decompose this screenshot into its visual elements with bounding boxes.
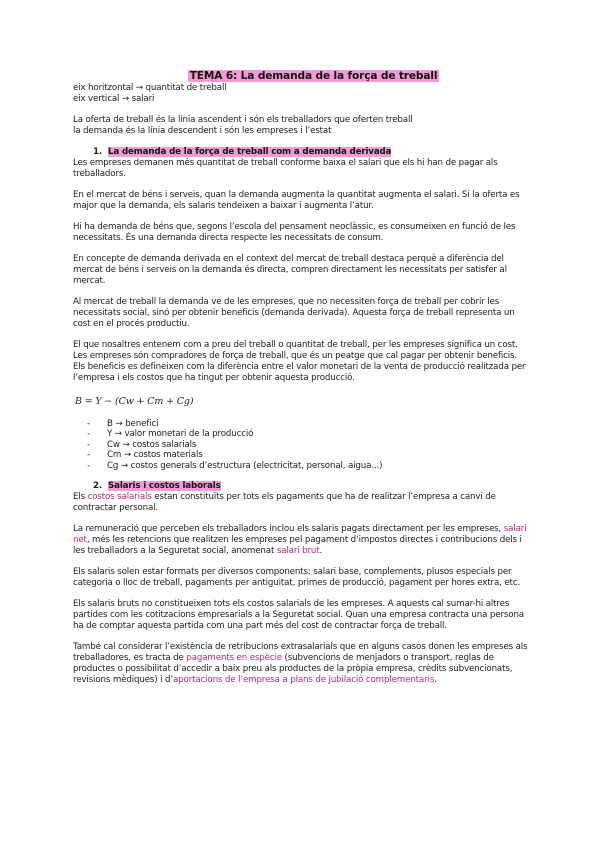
section-2-number: 2. — [93, 481, 103, 492]
formula-legend-list — [73, 419, 529, 471]
list-item: - Cm → costos materials — [87, 450, 203, 461]
section-2-heading — [73, 481, 529, 492]
term-aportacions-jubilacio: aportacions de l’empresa a plans de jubilació complementaris — [172, 675, 435, 686]
term-costos-salarials: costos salarials — [87, 492, 152, 503]
section-1-paragraph: Hi ha demanda de béns que, segons l’escola del pensament neoclàssic, es consumeixen en funció de les necessitats. És una demanda directa respecte les necessitats de consum. — [73, 222, 516, 243]
text-run: (subvencions de menjadors o transport, reglas de productes o possibilitat d’accedir a baix preu als productes de la pròpia empresa, crèdits subvencionats, revisions mèdiques) i d’ — [73, 653, 513, 686]
text-run: La remuneració que perceben els treballadors inclou els salaris pagats directament per les empreses, — [73, 524, 504, 535]
term-pagaments-en-especie: pagaments en espècie — [186, 653, 282, 664]
section-2-paragraph-costs — [73, 492, 529, 514]
section-1-heading — [73, 147, 529, 158]
term-salari-brut: salari brut — [276, 546, 320, 557]
list-item-text: Cm → costos materials — [107, 450, 203, 461]
axis-line-vertical: eix vertical → salari — [73, 94, 155, 104]
section-1-paragraph: Al mercat de treball la demanda ve de les empreses, que no necessiten força de treball per cobrir les necessitats social, sinó per obtenir beneficis (demanda derivada). Aquesta força de treball representa un cost en el procés productiu. — [73, 297, 515, 329]
section-2-paragraph-extra — [73, 642, 529, 686]
list-item: - B → benefici — [87, 419, 159, 429]
list-item-text: Cg → costos generals d’estructura (electricitat, personal, aigua...) — [107, 460, 383, 471]
list-item-text: Cw → costos salarials — [107, 439, 197, 450]
intro-line-demand: la demanda és la línia descendent i són les empreses i l’estat — [73, 126, 332, 136]
section-2-title: Salaris i costos laborals — [108, 481, 221, 492]
term-salari-net: salari net — [73, 524, 527, 546]
section-1-paragraph: En el mercat de béns i serveis, quan la demanda augmenta la quantitat augmenta el salari. Si la oferta es major que la demanda, els salaris tendeixen a baixar i augmenta l’atur. — [73, 190, 520, 211]
text-run: . — [434, 675, 437, 686]
axis-line-horizontal: eix horitzontal → quantitat de treball — [73, 83, 227, 93]
list-item-text: B → benefici — [107, 419, 159, 429]
section-2-paragraph-gross: Els salaris bruts no constitueixen tots els costos salarials de les empreses. A aquests cal sumar-hi altres partides com les cotitzacions empresarials a la Seguretat social. Quan una empresa contracta una persona ha de comptar aquesta partida com una part més del cost de contractar força de treball. — [73, 599, 524, 632]
section-1-paragraph: El que nosaltres entenem com a preu del treball o quantitat de treball, per les empreses significa un cost. Les empreses són compradores de força de treball, que és un peatge que cal pagar per obtenir beneficis. Els beneficis es defineixen com la diferència entre el valor monetari de la venta de producció realitzada per l’empresa i els costos que ha tingut per obtenir aquesta producció. — [73, 340, 526, 383]
section-1-number: 1. — [93, 147, 103, 157]
document-body — [73, 70, 529, 686]
page-title: TEMA 6: La demanda de la força de treball — [189, 70, 438, 82]
text-run: Els — [73, 492, 88, 503]
section-1-paragraph: Les empreses demanen més quantitat de treball conforme baixa el salari que els hi han de pagar als treballadors. — [73, 158, 498, 179]
text-run: estan constituïts per tots els pagaments que ha de realitzar l’empresa a canvi de contractar personal. — [73, 492, 496, 514]
list-item: - Cg → costos generals d’estructura (electricitat, personal, aigua...) — [87, 460, 383, 471]
text-run: . — [319, 546, 323, 557]
text-run: També cal considerar l’existència de retribucions extrasalarials que en alguns casos donen les empreses als treballadores, es tracta de — [73, 642, 528, 664]
section-1-paragraph: En concepte de demanda derivada en el context del mercat de treball destaca perquè a diferència del mercat de béns i serveis on la demanda és directa, compren directament les necessitats per satisfer al mercat. — [73, 254, 507, 286]
list-item: - Y → valor monetari de la producció — [87, 429, 254, 440]
intro-line-offer: La oferta de treball és la línia ascendent i són els treballadors que oferten treball — [73, 115, 413, 125]
profit-formula: B = Y − (Cw + Cm + Cg) — [75, 396, 194, 407]
title-wrap — [98, 70, 529, 83]
section-2-paragraph-remuneration — [73, 524, 529, 557]
section-1-title: La demanda de la força de treball com a demanda derivada — [108, 147, 392, 157]
section-2-paragraph-components: Els salaris solen estar formats per diversos components: salari base, complements, plusos especials per categoria o lloc de treball, pagaments per antiguitat, primes de producció, pagament per hores extra, etc. — [73, 567, 521, 589]
list-item: - Cw → costos salarials — [87, 439, 197, 450]
text-run: , més les retencions que realitzen les empreses pel pagament d’impostos directes i contribucions dels i les treballadors a la Seguretat social, anomenat — [73, 535, 522, 557]
list-item-text: Y → valor monetari de la producció — [107, 429, 254, 440]
